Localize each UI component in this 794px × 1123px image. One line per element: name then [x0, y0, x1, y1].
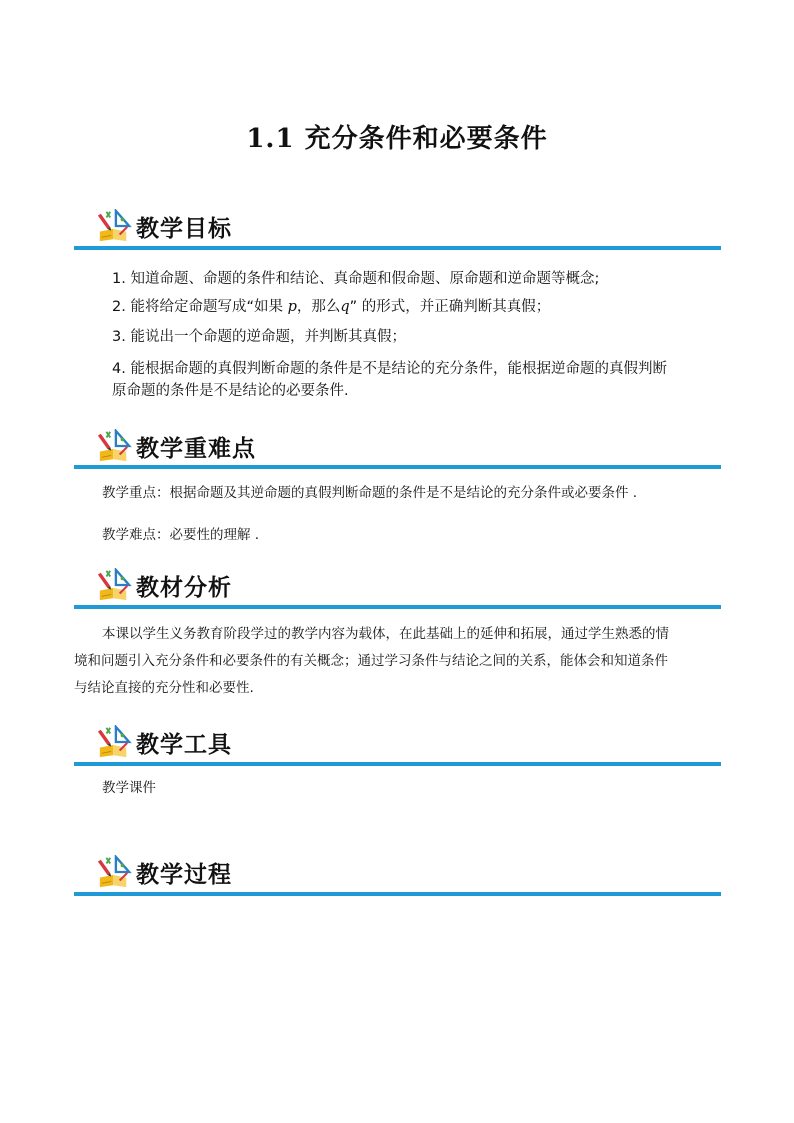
- objective-item-2-post: ” 的形式，并正确判断其真假；: [349, 299, 551, 315]
- analysis-line-3: 与结论直接的充分性和必要性.: [74, 680, 254, 696]
- difficulty-text: 教学难点：必要性的理解 .: [102, 527, 260, 543]
- section-title: 教学目标: [136, 215, 232, 242]
- teaching-tools-icon: [96, 209, 132, 243]
- math-q: q: [340, 299, 350, 315]
- teaching-tools-icon: [96, 429, 132, 463]
- section-divider: [74, 605, 721, 609]
- section-divider: [74, 246, 721, 250]
- analysis-line-2: 境和问题引入充分条件和必要条件的有关概念；通过学习条件与结论之间的关系，能体会和知道条件: [74, 653, 668, 669]
- objective-item-4-line2: 原命题的条件是不是结论的必要条件.: [112, 383, 349, 399]
- objective-item-4-line1: 4. 能根据命题的真假判断命题的条件是不是结论的充分条件，能根据逆命题的真假判断: [112, 361, 667, 377]
- analysis-line-1: 本课以学生义务教育阶段学过的教学内容为载体，在此基础上的延伸和拓展，通过学生熟悉的情: [102, 626, 669, 642]
- section-header-process: [96, 852, 232, 892]
- objective-item-2-pre: 2. 能将给定命题写成“如果: [112, 299, 288, 315]
- teaching-tools-icon: [96, 725, 132, 759]
- section-divider: [74, 465, 721, 469]
- teaching-tools-icon: [96, 855, 132, 889]
- section-title: 教学工具: [136, 731, 232, 758]
- section-title: 教材分析: [136, 574, 232, 601]
- teaching-tools-icon: [96, 568, 132, 602]
- section-header-objectives: [96, 206, 232, 246]
- objective-item-2: [112, 296, 550, 318]
- section-divider: [74, 892, 721, 896]
- math-p: p: [287, 299, 297, 315]
- tools-text: 教学课件: [102, 780, 156, 796]
- section-title: 教学过程: [136, 861, 232, 888]
- page-title: 1.1 充分条件和必要条件: [246, 124, 548, 154]
- section-header-analysis: [96, 565, 232, 605]
- objective-item-3: 3. 能说出一个命题的逆命题，并判断其真假；: [112, 329, 406, 345]
- section-title: 教学重难点: [136, 435, 256, 462]
- section-header-tools: [96, 722, 232, 762]
- key-point-text: 教学重点：根据命题及其逆命题的真假判断命题的条件是不是结论的充分条件或必要条件 .: [102, 485, 638, 501]
- section-header-key-points: [96, 426, 256, 466]
- section-divider: [74, 762, 721, 766]
- objective-item-2-mid: ，那么: [296, 299, 341, 315]
- objective-item-1: 1. 知道命题、命题的条件和结论、真命题和假命题、原命题和逆命题等概念;: [112, 271, 600, 287]
